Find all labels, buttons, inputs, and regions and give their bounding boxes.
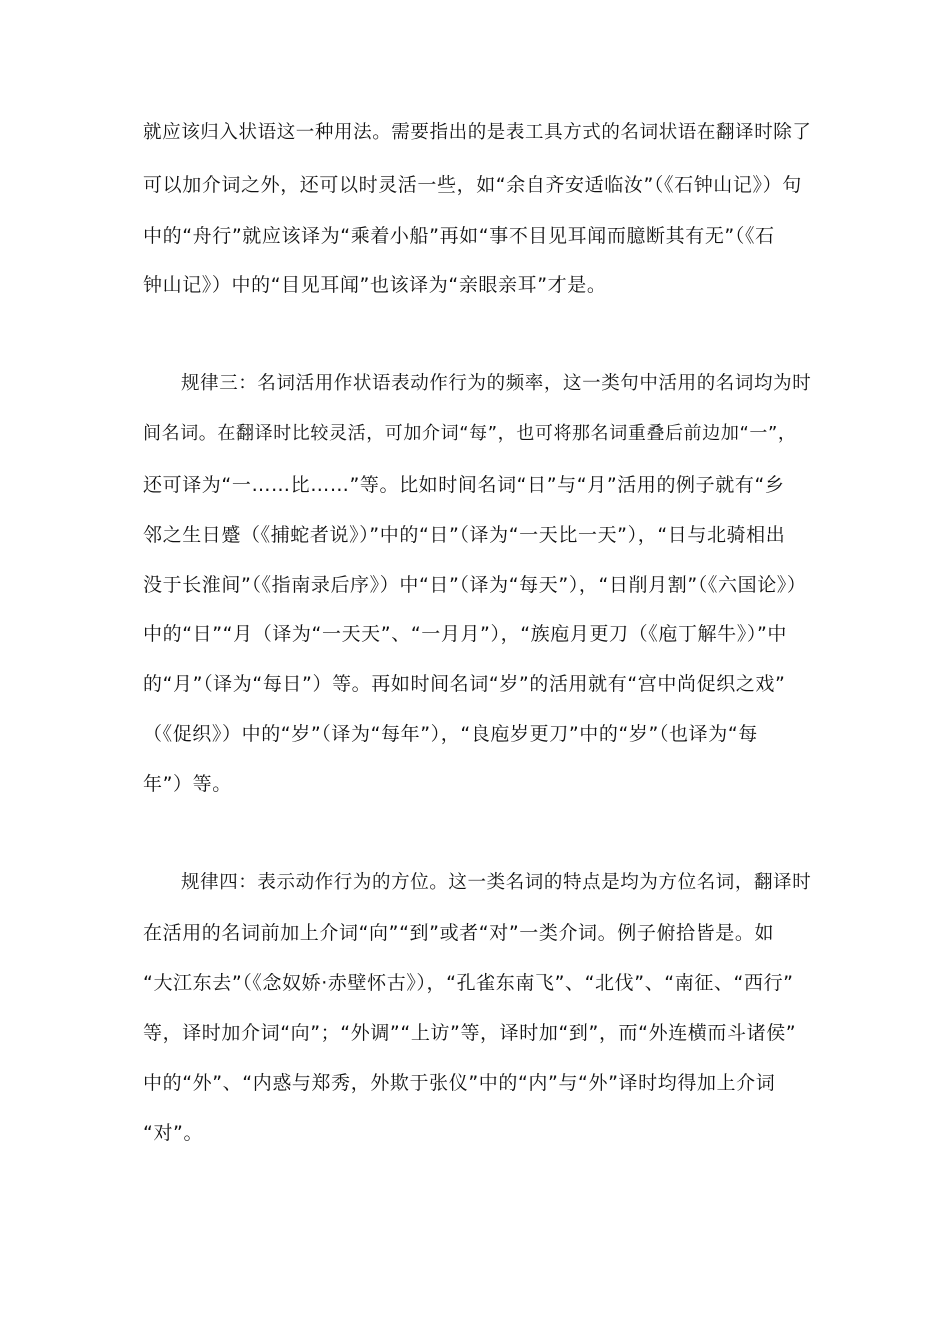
paragraph-2-line-9: 年”）等。 xyxy=(143,773,232,795)
paragraph-1-line-4: 钟山记》）中的“目见耳闻”也该译为“亲眼亲耳”才是。 xyxy=(143,274,607,296)
paragraph-2-line-4: 邻之生日蹙（《捕蛇者说》）”中的“日”（译为“一天比一天”），“日与北骑相出 xyxy=(143,524,786,546)
paragraph-3-line-6: “对”。 xyxy=(143,1122,204,1144)
paragraph-3-line-2: 在活用的名词前加上介词“向”“到”或者“对”一类介词。例子俯拾皆是。如 xyxy=(143,922,775,944)
paragraph-2-line-8: （《促织》）中的“岁”（译为“每年”），“良庖岁更刀”中的“岁”（也译为“每 xyxy=(143,723,758,745)
paragraph-3-line-3: “大江东去”（《念奴娇·赤壁怀古》），“孔雀东南飞”、“北伐”、“南征、“西行” xyxy=(143,972,794,994)
paragraph-3-line-4: 等，译时加介词“向”；“外调”“上访”等，译时加“到”，而“外连横而斗诸侯” xyxy=(143,1022,797,1044)
paragraph-2-line-3: 还可译为“一……比……”等。比如时间名词“日”与“月”活用的例子就有“乡 xyxy=(143,474,785,496)
paragraph-2-line-6: 中的“日”“月（译为“一天天”、“一月月”），“族庖月更刀（《庖丁解牛》）”中 xyxy=(143,623,787,645)
paragraph-1-line-2: 可以加介词之外，还可以时灵活一些，如“余自齐安适临汝”（《石钟山记》）句 xyxy=(143,174,802,196)
paragraph-3-line-5: 中的“外”、“内惑与郑秀，外欺于张仪”中的“内”与“外”译时均得加上介词 xyxy=(143,1072,776,1094)
paragraph-1-line-1: 就应该归入状语这一种用法。需要指出的是表工具方式的名词状语在翻译时除了 xyxy=(143,122,812,143)
paragraph-2-line-2: 间名词。在翻译时比较灵活，可加介词“每”，也可将那名词重叠后前边加“一”， xyxy=(143,423,797,444)
paragraph-3-line-1: 规律四：表示动作行为的方位。这一类名词的特点是均为方位名词，翻译时 xyxy=(181,872,812,893)
paragraph-2-line-7: 的“月”（译为“每日”）等。再如时间名词“岁”的活用就有“宫中尚促织之戏” xyxy=(143,673,786,695)
paragraph-2-line-1: 规律三：名词活用作状语表动作行为的频率，这一类句中活用的名词均为时 xyxy=(181,373,812,394)
paragraph-2-line-5: 没于长淮间”（《指南录后序》）中“日”（译为“每天”），“日削月割”（《六国论》） xyxy=(143,574,807,596)
paragraph-1-line-3: 中的“舟行”就应该译为“乘着小船”再如“事不目见耳闻而臆断其有无”（《石 xyxy=(143,225,775,247)
